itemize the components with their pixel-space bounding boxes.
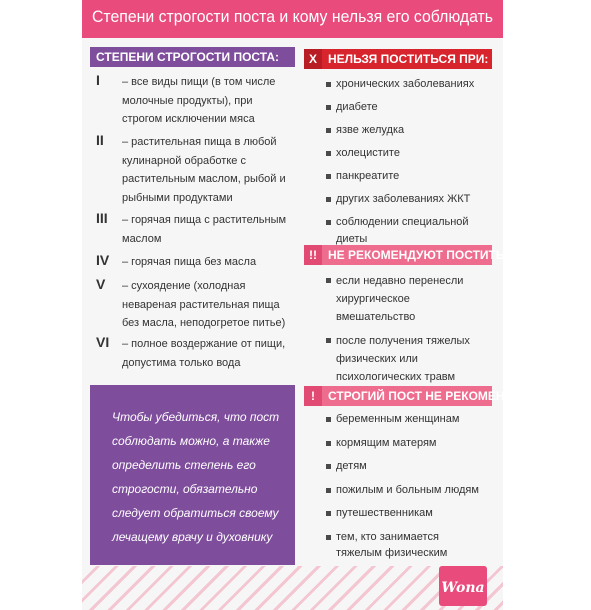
- page-title: Степени строгости поста и кому нельзя его соблюдать: [92, 7, 494, 26]
- degree-number: III: [96, 210, 108, 226]
- poster-header: [82, 0, 503, 38]
- list-item: детям: [326, 458, 501, 475]
- degree-text: – полное воздержание от пищи, допустима только вода: [122, 338, 286, 369]
- strict-not-recommended-heading-label: СТРОГИЙ ПОСТ НЕ РЕКОМЕНДУЮТ:: [328, 389, 544, 403]
- degree-text: – горячая пища без масла: [122, 256, 257, 268]
- degree-text: – все виды пищи (в том числе молочные продукты), при строгом исключении мяса: [122, 76, 276, 125]
- list-item: если недавно перенесли хирургическое вмешательство: [326, 272, 486, 326]
- forbidden-heading-label: НЕЛЬЗЯ ПОСТИТЬСЯ ПРИ:: [328, 52, 489, 66]
- list-item: соблюдении специальной диеты: [326, 214, 501, 247]
- degree-text: – горячая пища с растительным маслом: [122, 214, 287, 245]
- degree-number: VI: [96, 334, 110, 350]
- not-recommended-list: [326, 272, 486, 386]
- double-exclamation-icon: !!: [304, 245, 322, 265]
- list-item: холецистите: [326, 145, 501, 162]
- degree-number: V: [96, 276, 106, 292]
- cross-icon: X: [304, 49, 322, 69]
- list-item: панкреатите: [326, 168, 501, 185]
- list-item: хронических заболеваниях: [326, 76, 501, 93]
- degree-text: – растительная пища в любой кулинарной обработке с растительным маслом, рыбой и рыбными продуктами: [122, 136, 286, 204]
- degrees-heading: СТЕПЕНИ СТРОГОСТИ ПОСТА:: [90, 47, 295, 67]
- list-item: беременным женщинам: [326, 411, 501, 428]
- advice-box: [90, 385, 295, 565]
- logo-text: Wona: [441, 580, 485, 596]
- forbidden-list: [326, 76, 501, 247]
- not-recommended-heading: [304, 245, 526, 265]
- list-item: путешественникам: [326, 505, 501, 522]
- list-item: язве желудка: [326, 122, 501, 139]
- degree-number: II: [96, 132, 104, 148]
- degree-text: – сухоядение (холодная невареная растительная пища без масла, неподогретое питье): [122, 280, 286, 329]
- degree-number: IV: [96, 252, 110, 268]
- infographic-poster: [82, 0, 544, 610]
- list-item: после получения тяжелых физических или психологических травм: [326, 332, 476, 386]
- list-item: кормящим матерям: [326, 435, 501, 452]
- strict-not-recommended-heading: [304, 386, 544, 406]
- list-item: диабете: [326, 99, 501, 116]
- exclamation-icon: !: [304, 386, 322, 406]
- list-item: других заболеваниях ЖКТ: [326, 191, 501, 208]
- degree-number: I: [96, 72, 100, 88]
- wona-logo: [439, 566, 487, 606]
- list-item: тем, кто занимается тяжелым физическим: [326, 529, 486, 579]
- forbidden-heading: [304, 49, 492, 69]
- not-recommended-heading-label: НЕ РЕКОМЕНДУЮТ ПОСТИТЬСЯ:: [328, 248, 526, 262]
- strict-not-recommended-list: [326, 411, 501, 578]
- advice-text: Чтобы убедиться, что пост соблюдать можно, а также определить степень его строгости, обязательно следует обратиться своему лечащему врачу и духовнику: [112, 410, 280, 544]
- list-item: пожилым и больным людям: [326, 482, 501, 499]
